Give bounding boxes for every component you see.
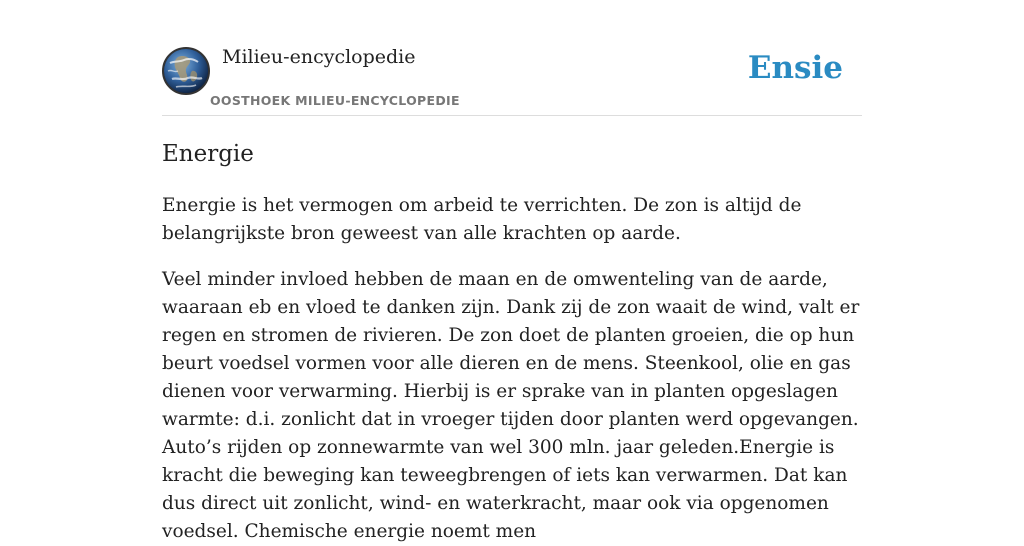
article-paragraph: Veel minder invloed hebben de maan en de omwenteling van de aarde, waaraan eb en vloed te danken zijn. Dank zij de zon waait de wind, valt er regen en stromen de rivieren. De zon doet de planten groeien, die op hun beurt voedsel vormen voor alle dieren en de mens. Steenkool, olie en gas dienen voor verwarming. Hierbij is er sprake van in planten opgeslagen warmte: d.i. zonlicht dat in vroeger tijden door planten werd opgevangen. Auto’s rijden op zonnewarmte van wel 300 mln. jaar geleden.Energie is kracht die beweging kan teweegbrengen of iets kan verwarmen. Dat kan dus direct uit zonlicht, wind- en waterkracht, maar ook via opgenomen voedsel. Chemische energie noemt men: [162, 269, 860, 542]
brand-logo-link[interactable]: Ensie: [747, 50, 843, 86]
article-body: [162, 138, 862, 546]
article-title: Energie: [162, 141, 254, 167]
site-title[interactable]: Milieu-encyclopedie: [222, 46, 416, 68]
article-paragraph: Energie is het vermogen om arbeid te verrichten. De zon is altijd de belangrijkste bron geweest van alle krachten op aarde.: [162, 195, 802, 244]
site-header: [162, 40, 862, 116]
site-subtitle[interactable]: OOSTHOEK MILIEU-ENCYCLOPEDIE: [210, 93, 460, 108]
earth-globe-icon[interactable]: [162, 47, 210, 95]
